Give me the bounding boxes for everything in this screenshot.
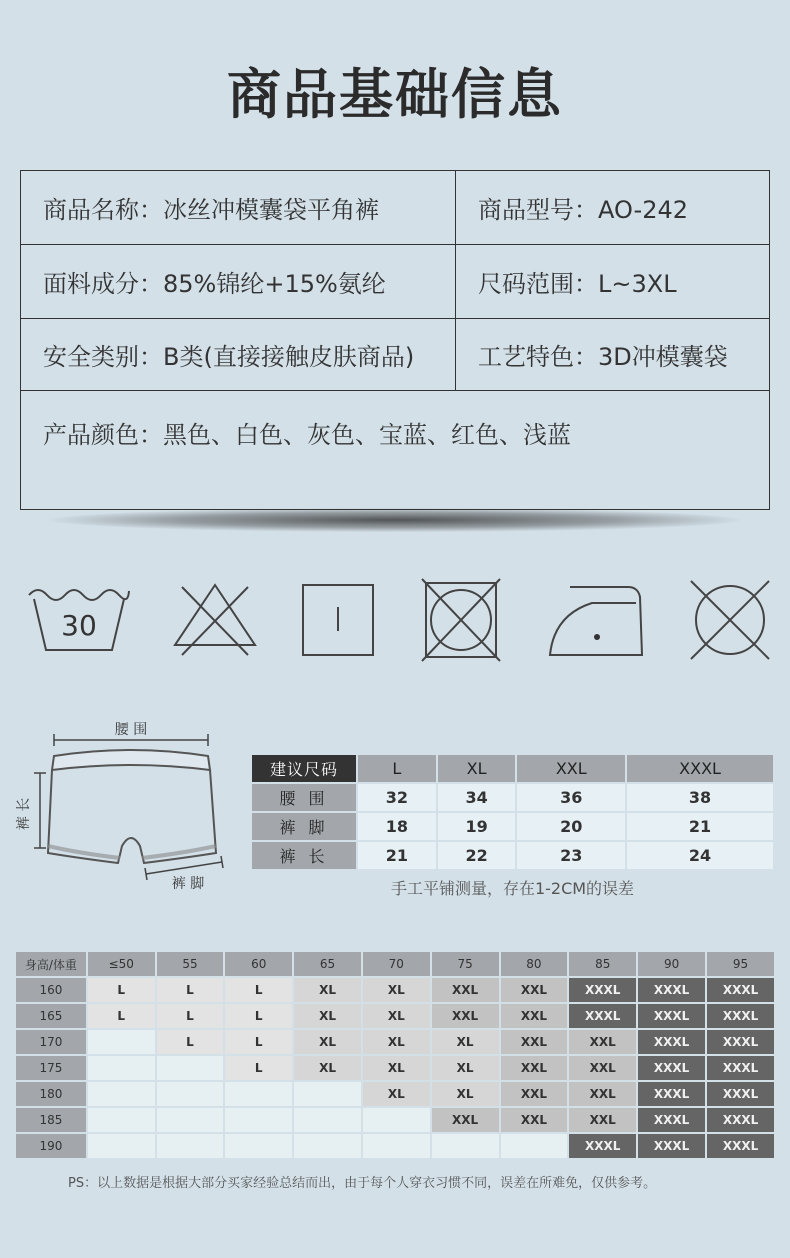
table-row <box>16 978 774 1002</box>
no-tumble-dry-icon <box>406 575 516 665</box>
size-recommendation-cell: L <box>157 978 224 1002</box>
size-recommendation-cell: L <box>225 1004 292 1028</box>
size-cell: 18 <box>358 813 436 840</box>
size-recommendation-cell: XXL <box>501 1004 568 1028</box>
size-recommendation-cell: XL <box>432 1056 499 1080</box>
leg-label: 裤 脚 <box>171 876 205 892</box>
weight-header-row <box>16 952 774 976</box>
size-cell: 21 <box>627 813 773 840</box>
tumble-dry-line-icon <box>283 575 393 665</box>
page-title: 商品基础信息 <box>227 63 563 126</box>
size-recommendation-cell: XXL <box>432 978 499 1002</box>
weight-col-header: ≤50 <box>88 952 155 976</box>
size-recommendation-cell: XXXL <box>707 1056 774 1080</box>
size-recommendation-cell <box>88 1030 155 1054</box>
table-row <box>252 842 773 869</box>
weight-col-header: 85 <box>569 952 636 976</box>
row-label: 裤 长 <box>252 842 356 869</box>
size-recommendation-cell: XXXL <box>569 1134 636 1158</box>
size-recommendation-cell: L <box>88 978 155 1002</box>
size-recommendation-cell <box>88 1056 155 1080</box>
size-recommendation-cell: XXXL <box>638 978 705 1002</box>
size-recommendation-cell: XXXL <box>707 1030 774 1054</box>
height-label: 190 <box>16 1134 86 1158</box>
size-recommendation-cell <box>88 1082 155 1106</box>
size-recommendation-cell: XL <box>363 1056 430 1080</box>
size-recommendation-cell <box>157 1108 224 1132</box>
weight-col-header: 75 <box>432 952 499 976</box>
size-recommendation-cell: XL <box>363 1030 430 1054</box>
size-recommendation-cell <box>294 1108 361 1132</box>
weight-col-header: 90 <box>638 952 705 976</box>
wash-temperature: 30 <box>61 609 97 642</box>
size-recommendation-cell: XXL <box>569 1056 636 1080</box>
size-recommendation-cell: XXXL <box>707 1082 774 1106</box>
size-recommendation-cell: XXXL <box>569 978 636 1002</box>
product-info-table <box>20 170 770 510</box>
size-recommendation-cell <box>225 1108 292 1132</box>
info-row <box>21 171 769 245</box>
size-cell: 22 <box>438 842 516 869</box>
size-recommendation-cell: L <box>157 1004 224 1028</box>
product-craft: 工艺特色：3D冲模囊袋 <box>478 343 728 371</box>
size-recommendation-cell: L <box>225 978 292 1002</box>
weight-col-header: 70 <box>363 952 430 976</box>
size-recommendation-cell: XXL <box>501 1082 568 1106</box>
size-recommendation-cell: XXXL <box>638 1082 705 1106</box>
height-label: 160 <box>16 978 86 1002</box>
height-weight-table <box>14 950 776 1160</box>
iron-low-icon <box>540 575 650 665</box>
size-recommendation-cell <box>88 1108 155 1132</box>
size-cell: 20 <box>517 813 625 840</box>
size-recommendation-cell: XL <box>432 1030 499 1054</box>
size-cell: 34 <box>438 784 516 811</box>
product-size-range: 尺码范围：L~3XL <box>478 270 677 298</box>
size-cell: 32 <box>358 784 436 811</box>
size-recommendation-cell: XXXL <box>638 1030 705 1054</box>
info-row <box>21 245 769 319</box>
size-recommendation-cell: XXL <box>569 1108 636 1132</box>
size-recommendation-cell: XL <box>294 1056 361 1080</box>
no-dry-clean-icon <box>675 575 785 665</box>
product-safety: 安全类别：B类(直接接触皮肤商品) <box>21 319 456 390</box>
size-recommendation-cell: L <box>157 1030 224 1054</box>
size-cell: 21 <box>358 842 436 869</box>
size-recommendation-cell: XXL <box>432 1108 499 1132</box>
height-label: 170 <box>16 1030 86 1054</box>
measurement-note: 手工平铺测量，存在1-2CM的误差 <box>390 879 635 898</box>
size-recommendation-cell: XXL <box>569 1030 636 1054</box>
size-recommendation-cell: XXXL <box>638 1056 705 1080</box>
size-recommendation-cell <box>501 1134 568 1158</box>
size-recommendation-cell <box>88 1134 155 1158</box>
size-col-header: XL <box>438 755 516 782</box>
size-cell: 24 <box>627 842 773 869</box>
size-recommendation-cell: L <box>225 1056 292 1080</box>
size-recommendation-cell: XL <box>432 1082 499 1106</box>
size-recommendation-cell: XL <box>294 1030 361 1054</box>
table-row <box>252 784 773 811</box>
size-recommendation-cell <box>157 1134 224 1158</box>
no-bleach-icon <box>160 575 270 665</box>
size-recommendation-cell: XXL <box>501 1108 568 1132</box>
size-recommendation-cell: L <box>88 1004 155 1028</box>
size-cell: 36 <box>517 784 625 811</box>
info-row <box>21 391 769 509</box>
size-recommendation-cell <box>157 1056 224 1080</box>
size-recommendation-cell <box>363 1108 430 1132</box>
height-label: 185 <box>16 1108 86 1132</box>
size-recommendation-cell: XXL <box>432 1004 499 1028</box>
product-material: 面料成分：85%锦纶+15%氨纶 <box>21 245 456 318</box>
size-header-row <box>252 755 773 782</box>
size-cell: 38 <box>627 784 773 811</box>
table-row <box>16 1030 774 1054</box>
table-row <box>16 1134 774 1158</box>
size-corner: 建议尺码 <box>252 755 356 782</box>
weight-col-header: 95 <box>707 952 774 976</box>
size-recommendation-cell <box>294 1082 361 1106</box>
size-chart-table <box>250 753 775 871</box>
size-recommendation-cell: XXL <box>501 1056 568 1080</box>
height-weight-corner: 身高/体重 <box>16 952 86 976</box>
size-recommendation-cell: XXL <box>569 1082 636 1106</box>
wash-30-icon <box>24 575 134 665</box>
height-label: 165 <box>16 1004 86 1028</box>
shorts-measurement-diagram <box>18 718 250 898</box>
weight-col-header: 55 <box>157 952 224 976</box>
size-recommendation-cell: XXXL <box>569 1004 636 1028</box>
info-row <box>21 319 769 391</box>
weight-col-header: 65 <box>294 952 361 976</box>
size-recommendation-cell <box>432 1134 499 1158</box>
size-recommendation-cell: XXXL <box>707 1004 774 1028</box>
table-shadow <box>50 508 740 532</box>
size-recommendation-cell: XXXL <box>707 1108 774 1132</box>
row-label: 腰 围 <box>252 784 356 811</box>
table-row <box>16 1082 774 1106</box>
size-cell: 23 <box>517 842 625 869</box>
table-row <box>252 813 773 840</box>
size-col-header: XXL <box>517 755 625 782</box>
size-recommendation-cell: XL <box>294 1004 361 1028</box>
height-label: 180 <box>16 1082 86 1106</box>
size-recommendation-cell: XXXL <box>638 1108 705 1132</box>
size-recommendation-cell: XXXL <box>707 1134 774 1158</box>
length-label: 裤 长 <box>16 797 32 831</box>
size-recommendation-cell: XL <box>363 978 430 1002</box>
ps-note: PS：以上数据是根据大部分买家经验总结而出，由于每个人穿衣习惯不同，误差在所难免，仅供参考。 <box>68 1176 657 1191</box>
waist-label: 腰 围 <box>114 722 148 738</box>
size-col-header: XXXL <box>627 755 773 782</box>
size-recommendation-cell: XL <box>363 1004 430 1028</box>
size-cell: 19 <box>438 813 516 840</box>
size-recommendation-cell: L <box>225 1030 292 1054</box>
table-row <box>16 1108 774 1132</box>
row-label: 裤 脚 <box>252 813 356 840</box>
table-row <box>16 1056 774 1080</box>
size-recommendation-cell <box>225 1134 292 1158</box>
size-recommendation-cell: XXXL <box>638 1004 705 1028</box>
size-col-header: L <box>358 755 436 782</box>
size-recommendation-cell: XXL <box>501 1030 568 1054</box>
size-recommendation-cell: XL <box>294 978 361 1002</box>
size-recommendation-cell: XXL <box>501 978 568 1002</box>
size-recommendation-cell: XL <box>363 1082 430 1106</box>
size-recommendation-cell <box>225 1082 292 1106</box>
product-colors: 产品颜色：黑色、白色、灰色、宝蓝、红色、浅蓝 <box>43 421 571 449</box>
product-name: 商品名称：冰丝冲模囊袋平角裤 <box>21 171 456 244</box>
size-recommendation-cell <box>363 1134 430 1158</box>
weight-col-header: 60 <box>225 952 292 976</box>
size-recommendation-cell <box>294 1134 361 1158</box>
size-recommendation-cell: XXXL <box>707 978 774 1002</box>
table-row <box>16 1004 774 1028</box>
product-model: 商品型号：AO-242 <box>478 196 689 224</box>
size-recommendation-cell <box>157 1082 224 1106</box>
weight-col-header: 80 <box>501 952 568 976</box>
size-recommendation-cell: XXXL <box>638 1134 705 1158</box>
height-label: 175 <box>16 1056 86 1080</box>
